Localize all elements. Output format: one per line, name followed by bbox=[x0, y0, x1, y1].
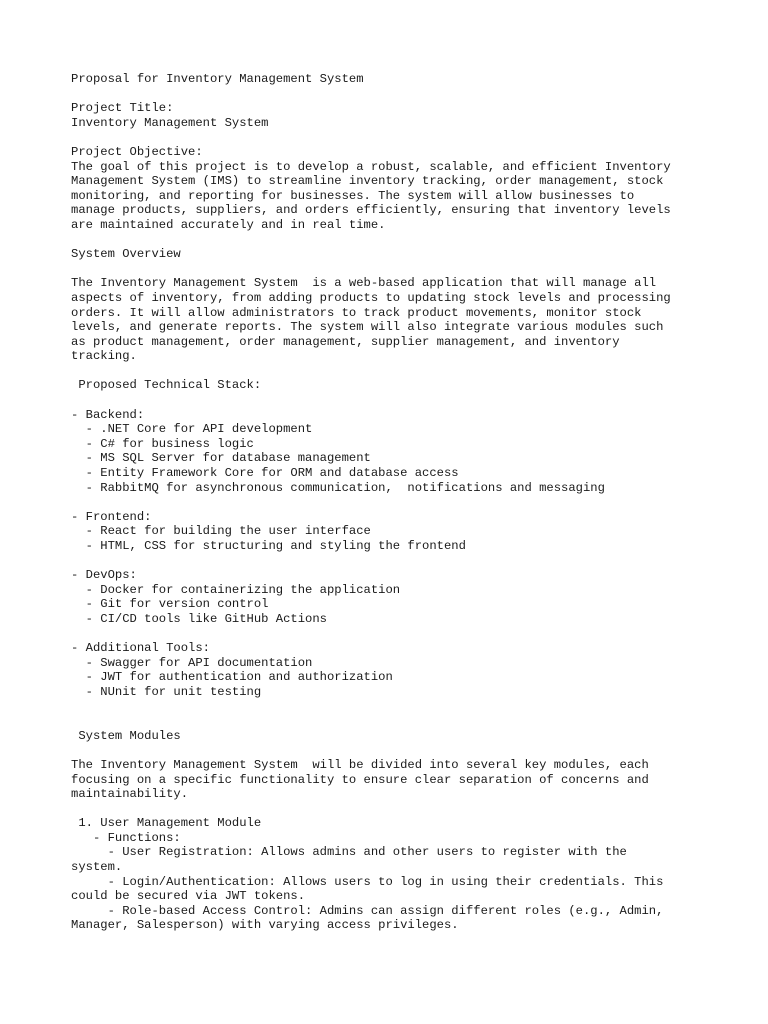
text-line: 1. User Management Module bbox=[71, 816, 262, 831]
text-line: focusing on a specific functionality to ensure clear separation of concerns and bbox=[71, 772, 649, 787]
text-line: monitoring, and reporting for businesses. The system will allow businesses to bbox=[71, 188, 635, 203]
blank-line bbox=[71, 130, 721, 145]
blank-line bbox=[71, 393, 721, 408]
blank-line bbox=[71, 743, 721, 758]
text-line: Project Objective: bbox=[71, 144, 203, 159]
text-line: Proposed Technical Stack: bbox=[71, 378, 262, 393]
text-line: The goal of this project is to develop a robust, scalable, and efficient Inventory bbox=[71, 159, 671, 174]
text-line: - Backend: bbox=[71, 407, 145, 422]
text-line: manage products, suppliers, and orders efficiently, ensuring that inventory levels bbox=[71, 203, 671, 218]
text-line: orders. It will allow administrators to track product movements, monitor stock bbox=[71, 305, 642, 320]
text-line: as product management, order management, supplier management, and inventory bbox=[71, 334, 620, 349]
text-line: - User Registration: Allows admins and other users to register with the bbox=[71, 845, 627, 860]
text-line: - CI/CD tools like GitHub Actions bbox=[71, 611, 327, 626]
blank-line bbox=[71, 554, 721, 569]
text-line: levels, and generate reports. The system will also integrate various modules such bbox=[71, 320, 664, 335]
text-line: maintainability. bbox=[71, 787, 189, 802]
blank-line bbox=[71, 802, 721, 817]
text-line: - MS SQL Server for database management bbox=[71, 451, 371, 466]
text-line: aspects of inventory, from adding products to updating stock levels and processing bbox=[71, 290, 671, 305]
text-line: Manager, Salesperson) with varying access privileges. bbox=[71, 918, 459, 933]
text-line: Proposal for Inventory Management System bbox=[71, 72, 364, 86]
document-page bbox=[71, 72, 721, 933]
text-line: Management System (IMS) to streamline inventory tracking, order management, stock bbox=[71, 174, 664, 189]
text-line: tracking. bbox=[71, 349, 137, 364]
text-line: could be secured via JWT tokens. bbox=[71, 889, 306, 904]
text-line: - NUnit for unit testing bbox=[71, 684, 262, 699]
blank-line bbox=[71, 495, 721, 510]
blank-line bbox=[71, 87, 721, 102]
text-line: Inventory Management System bbox=[71, 115, 269, 130]
text-line: are maintained accurately and in real time. bbox=[71, 217, 386, 232]
text-line: - DevOps: bbox=[71, 568, 137, 583]
blank-line bbox=[71, 364, 721, 379]
text-line: - Frontend: bbox=[71, 509, 152, 524]
text-line: System Modules bbox=[71, 728, 181, 743]
blank-line bbox=[71, 233, 721, 248]
text-line: - .NET Core for API development bbox=[71, 422, 313, 437]
text-line: - RabbitMQ for asynchronous communication, notifications and messaging bbox=[71, 480, 605, 495]
blank-line bbox=[71, 627, 721, 642]
text-line: - Functions: bbox=[71, 830, 181, 845]
text-line: Project Title: bbox=[71, 101, 174, 116]
text-line: - Docker for containerizing the application bbox=[71, 582, 401, 597]
text-line: - Additional Tools: bbox=[71, 641, 210, 656]
text-line: The Inventory Management System is a web-based application that will manage all bbox=[71, 276, 657, 291]
text-line: - Entity Framework Core for ORM and database access bbox=[71, 466, 459, 481]
text-line: - Role-based Access Control: Admins can assign different roles (e.g., Admin, bbox=[71, 903, 664, 918]
text-line: - HTML, CSS for structuring and styling the frontend bbox=[71, 539, 466, 553]
blank-line bbox=[71, 262, 721, 277]
text-line: - React for building the user interface bbox=[71, 524, 371, 539]
blank-line bbox=[71, 700, 721, 715]
text-line: - C# for business logic bbox=[71, 436, 254, 451]
text-line: The Inventory Management System will be divided into several key modules, each bbox=[71, 757, 649, 772]
text-line: system. bbox=[71, 860, 123, 875]
text-line: - Login/Authentication: Allows users to log in using their credentials. This bbox=[71, 874, 664, 889]
blank-line bbox=[71, 714, 721, 729]
text-line: - Git for version control bbox=[71, 597, 269, 612]
text-line: - Swagger for API documentation bbox=[71, 655, 313, 670]
text-line: - JWT for authentication and authorization bbox=[71, 670, 393, 685]
text-line: System Overview bbox=[71, 247, 181, 262]
